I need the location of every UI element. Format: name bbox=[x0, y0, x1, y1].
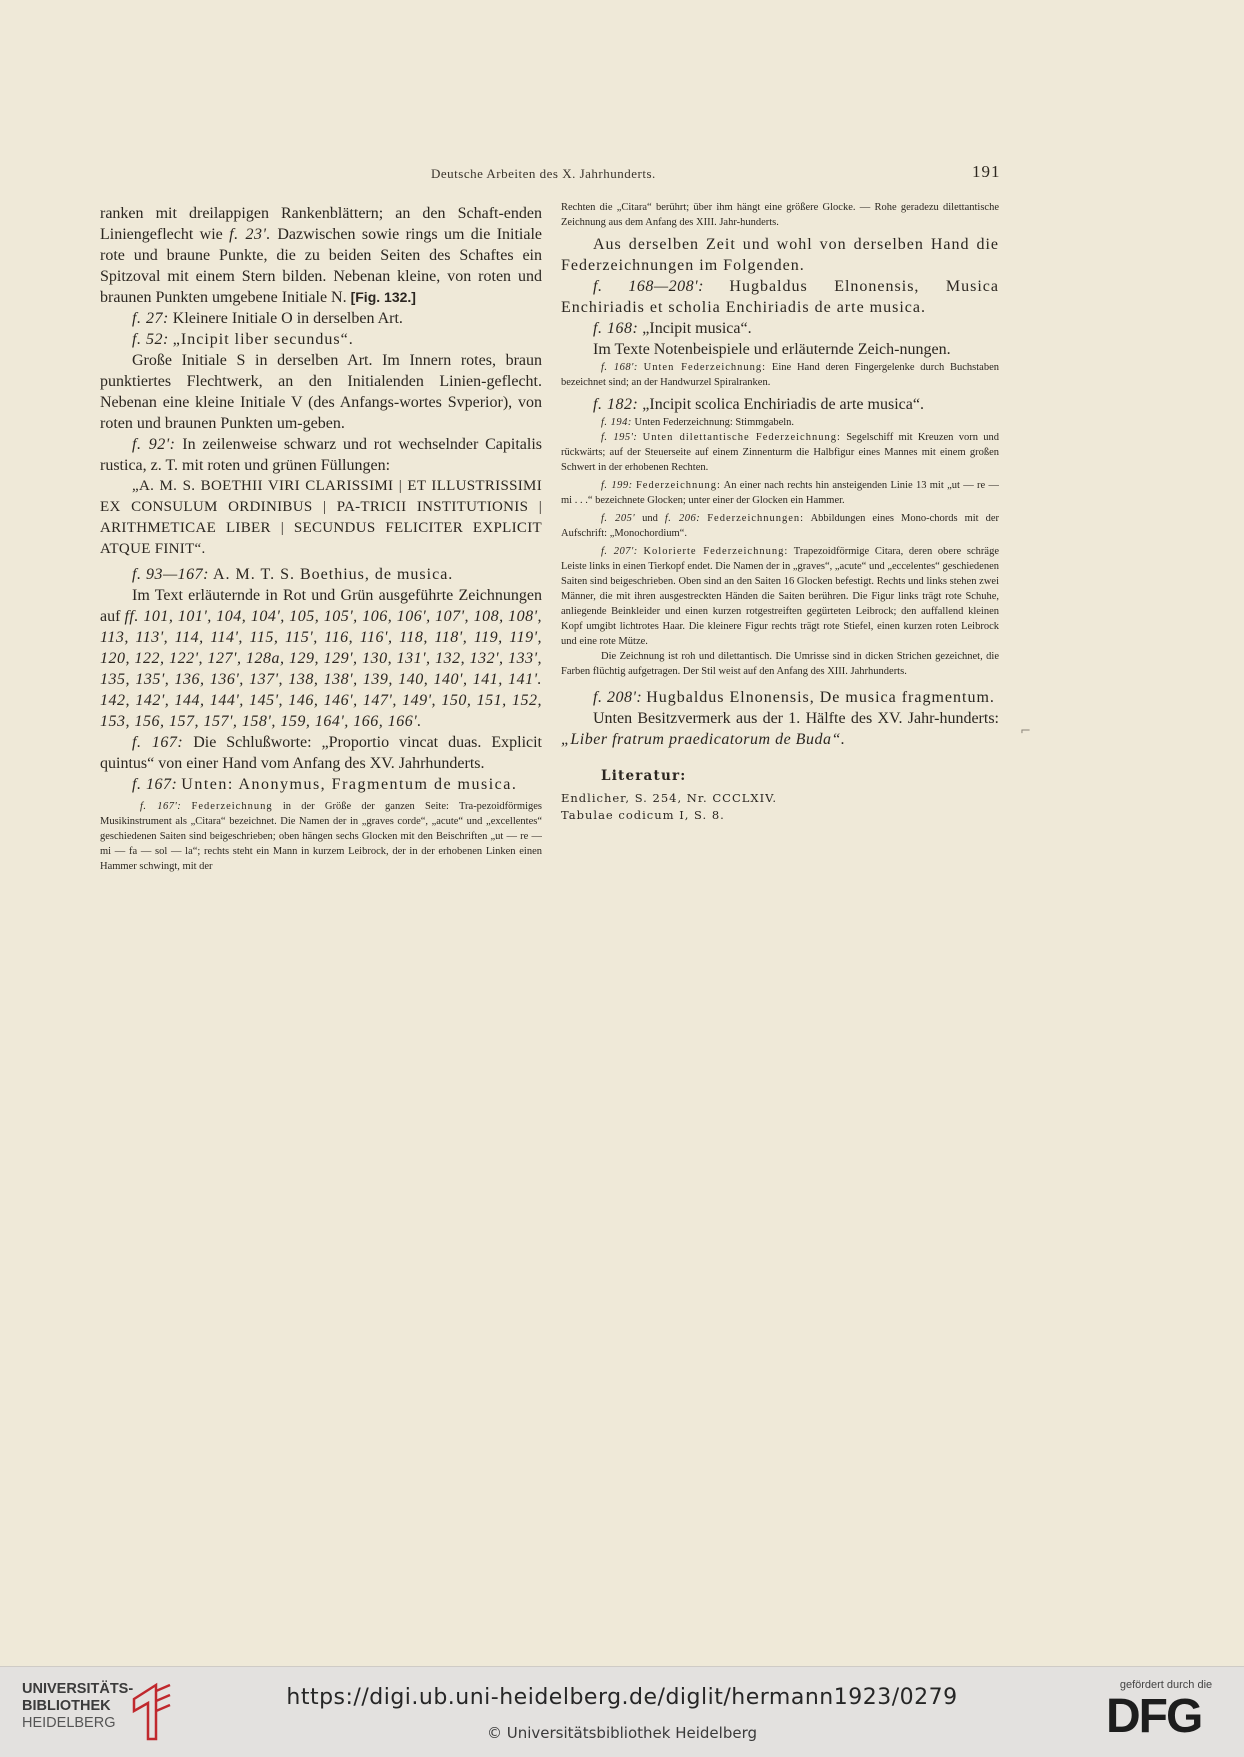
paragraph-small: Die Zeichnung ist roh und dilettantisch. Die Umrisse sind in dicken Strichen gezeichnet, die Farben flüchtig aufgetragen. Der Stil weist auf den Anfang des XIII. Jahrhunderts. bbox=[561, 651, 999, 677]
figure-reference: [Fig. 132.] bbox=[350, 289, 416, 305]
paragraph-small: f. 195': Unten dilettantische Federzeichnung: Segelschiff mit Kreuzen vorn und rückwärts; auf der Steuerseite auf einem Zinnenturm die Halbfigur eines Mannes mit einem großen Schwert in der erhobenen Rechten. bbox=[561, 432, 999, 473]
page-number: 191 bbox=[972, 162, 1001, 181]
paragraph: Im Text erläuternde in Rot und Grün ausgeführte Zeichnungen auf ff. 101, 101', 104, 104', 105, 105', 106, 106', 107', 108, 108', 113, 113', 114, 114', 115, 115', 116, 116', 118, 118', 119, 119', 120, 122, 122', 127', 128a, 129, 129', 130, 131', 132, 132', 133', 135, 135', 136, 136', 137', 138, 138', 139, 140, 140', 141, 141'. 142, 142', 144, 144', 145', 146, 146', 147', 149', 150, 151, 152, 153, 156, 157, 157', 158', 159, 164', 166, 166'. bbox=[100, 587, 542, 730]
dfg-caption: gefördert durch die bbox=[1119, 1679, 1213, 1691]
paragraph: ranken mit dreilappigen Rankenblättern; an den Schaft-enden Liniengeflecht wie f. 23'. Dazwischen sowie rings um die Initiale rote und braune Punkte, die zu beiden Seiten des Schaftes ein Spitzoval mit einem Stern bilden. Nebenan kleine, von roten und braunen Punkten umgebene Initiale N. [Fig. 132.] bbox=[100, 205, 542, 306]
paragraph: f. 167: Unten: Anonymus, Fragmentum de musica. bbox=[132, 776, 518, 793]
paragraph-small: f. 194: Unten Federzeichnung: Stimmgabeln. bbox=[601, 417, 795, 428]
running-title: Deutsche Arbeiten des X. Jahrhunderts. bbox=[431, 166, 656, 181]
paragraph: f. 52: „Incipit liber secundus“. bbox=[132, 331, 354, 348]
logo-text: UNIVERSITÄTS- BIBLIOTHEK HEIDELBERG bbox=[22, 1681, 134, 1731]
paragraph: f. 182: „Incipit scolica Enchiriadis de arte musica“. bbox=[593, 396, 924, 413]
margin-mark: ⌐ bbox=[1020, 724, 1031, 739]
dfg-logo[interactable] bbox=[1104, 1679, 1228, 1745]
paragraph: Im Texte Notenbeispiele und erläuternde Zeich-nungen. bbox=[593, 341, 951, 358]
paragraph: Aus derselben Zeit und wohl von derselben Hand die Federzeichnungen im Folgenden. bbox=[561, 236, 999, 274]
paragraph-small: Rechten die „Citara“ berührt; über ihm hängt eine größere Glocke. — Rohe geradezu dilettantische Zeichnung aus dem Anfang des XIII. Jahr-hunderts. bbox=[561, 202, 999, 228]
footer-bar bbox=[0, 1666, 1244, 1757]
page-header bbox=[0, 162, 1001, 186]
permalink-url[interactable]: https://digi.ub.uni-heidelberg.de/diglit/hermann1923/0279 bbox=[286, 1685, 958, 1710]
inscription: „A. M. S. BOETHII VIRI CLARISSIMI | ET ILLUSTRISSIMI EX CONSULUM ORDINIBUS | PA-TRICII INSTITUTIONIS | ARITHMETICAE LIBER | SECUNDUS FELICITER EXPLICIT ATQUE FINIT“. bbox=[100, 478, 542, 557]
paragraph-small: f. 199: Federzeichnung: An einer nach rechts hin ansteigenden Linie 13 mit „ut — re — mi . . .“ bezeichnete Glocken; unter einer der Glocken ein Hammer. bbox=[561, 480, 999, 506]
paragraph: f. 168—208': Hugbaldus Elnonensis, Musica Enchiriadis et scholia Enchiriadis de arte musica. bbox=[561, 278, 999, 316]
paragraph: f. 167: Die Schlußworte: „Proportio vincat duas. Explicit quintus“ von einer Hand vom Anfang des XV. Jahrhunderts. bbox=[100, 734, 542, 772]
paragraph: f. 92': In zeilenweise schwarz und rot wechselnder Capitalis rustica, z. T. mit roten und grünen Füllungen: bbox=[100, 436, 542, 474]
paragraph: f. 208': Hugbaldus Elnonensis, De musica fragmentum. bbox=[593, 689, 995, 706]
paragraph: f. 168: „Incipit musica“. bbox=[593, 320, 752, 337]
right-column bbox=[561, 200, 999, 1030]
paragraph: f. 27: Kleinere Initiale O in derselben Art. bbox=[132, 310, 403, 327]
paragraph: Große Initiale S in derselben Art. Im Innern rotes, braun punktiertes Flechtwerk, an den Initialenden Linien-geflecht. Nebenan eine kleine Initiale V (des Anfangs-wortes Svperior), von roten und braunen Punkten um-geben. bbox=[100, 352, 542, 432]
paragraph-small: f. 205' und f. 206: Federzeichnungen: Abbildungen eines Mono-chords mit der Aufschrift: „Monochordium“. bbox=[561, 513, 999, 539]
paragraph-small: f. 168': Unten Federzeichnung: Eine Hand deren Fingergelenke durch Buchstaben bezeichnet sind; an der Handwurzel Spiralranken. bbox=[561, 362, 999, 388]
literature-entry: Endlicher, S. 254, Nr. CCCLXIV. bbox=[561, 791, 778, 805]
paragraph: Unten Besitzvermerk aus der 1. Hälfte des XV. Jahr-hunderts: „Liber fratrum praedicatorum de Buda“. bbox=[561, 710, 999, 748]
literature-entry: Tabulae codicum I, S. 8. bbox=[561, 808, 725, 822]
literature-heading: Literatur: bbox=[601, 768, 687, 784]
left-column bbox=[100, 203, 542, 1025]
paragraph: f. 93—167: A. M. T. S. Boethius, de musica. bbox=[132, 566, 454, 583]
copyright-notice: © Universitätsbibliothek Heidelberg bbox=[486, 1724, 757, 1742]
dfg-wordmark: DFG bbox=[1106, 1690, 1202, 1743]
paragraph-small: f. 207': Kolorierte Federzeichnung: Trapezoidförmige Citara, deren obere schräge Leiste links in einen Tierkopf endet. Die Namen der in „graves“, „acute“ und „eccelentes“ geschiedenen Saiten sind beigeschrieben. Oben sind an den Saiten 16 Glocken befestigt. Rechts und links stehen zwei Männer, die mit ihren ausgestreckten Händen die Saiten berühren. Die Figur links trägt rote Schuhe, anliegende Beinkleider und einen kurzen rotgestreiften gegürteten Leibrock; den auffallend kleinen Kopf umgibt lichtrotes Haar. Die kleinere Figur rechts trägt rote Stiefel, einen kurzen roten Leibrock und eine rote Mütze. bbox=[561, 546, 999, 647]
paragraph-small: f. 167': Federzeichnung in der Größe der ganzen Seite: Tra-pezoidförmiges Musikinstrument als „Citara“ bezeichnet. Die Namen der in „graves corde“, „acute“ und „excellentes“ geschiedenen Saiten sind beigeschrieben; oben hängen sechs Glocken mit den Beischriften „ut — re — mi — fa — sol — la“; rechts steht ein Mann in kurzem Leibrock, der in der erhobenen Linken einen Hammer schwingt, mit der bbox=[100, 801, 542, 872]
